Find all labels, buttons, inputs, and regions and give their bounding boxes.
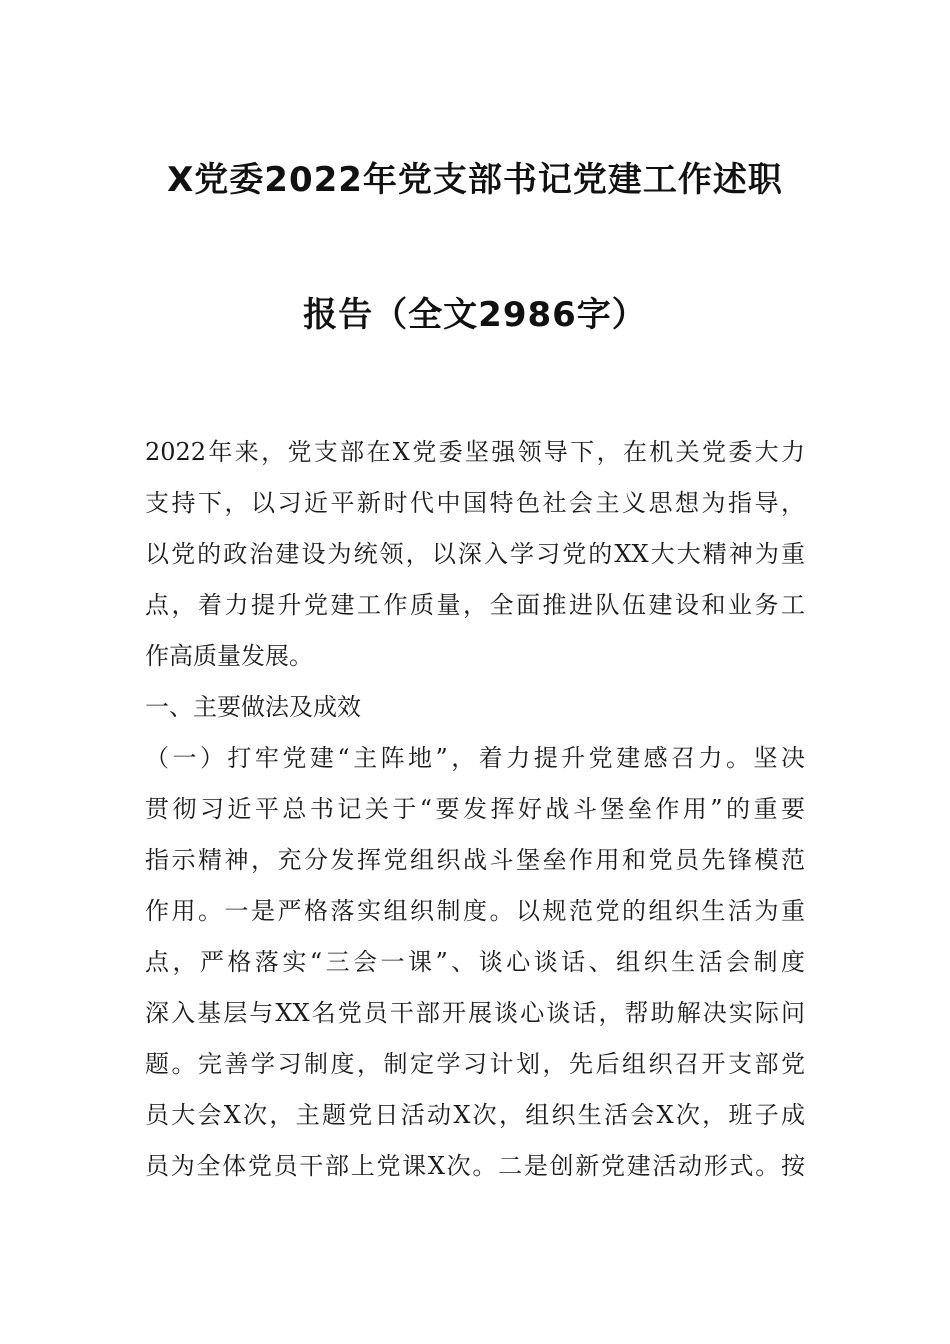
body-line: 题。完善学习制度，制定学习计划，先后组织召开支部党 xyxy=(145,1050,805,1078)
section-heading: 一、主要做法及成效 xyxy=(145,693,361,721)
body-line: 深入基层与XX名党员干部开展谈心谈话，帮助解决实际问 xyxy=(145,999,805,1027)
body-line: （一）打牢党建“主阵地”，着力提升党建感召力。坚决 xyxy=(145,744,805,772)
body-line: 员为全体党员干部上党课X次。二是创新党建活动形式。按 xyxy=(145,1152,805,1180)
body-line: 点，着力提升党建工作质量，全面推进队伍建设和业务工 xyxy=(145,591,805,619)
body-line: 贯彻习近平总书记关于“要发挥好战斗堡垒作用”的重要 xyxy=(145,795,805,823)
body-line: 作用。一是严格落实组织制度。以规范党的组织生活为重 xyxy=(145,897,805,925)
body-line: 2022年来，党支部在X党委坚强领导下，在机关党委大力 xyxy=(145,438,805,466)
body-line: 员大会X次，主题党日活动X次，组织生活会X次，班子成 xyxy=(145,1101,805,1129)
body-line: 支持下，以习近平新时代中国特色社会主义思想为指导， xyxy=(145,489,805,517)
body-line: 作高质量发展。 xyxy=(145,642,313,670)
document-title-line-1: X党委2022年党支部书记党建工作述职 xyxy=(167,160,783,200)
document-title-line-2: 报告（全文2986字） xyxy=(303,295,647,335)
body-line: 指示精神，充分发挥党组织战斗堡垒作用和党员先锋模范 xyxy=(145,846,805,874)
body-line: 以党的政治建设为统领，以深入学习党的XX大大精神为重 xyxy=(145,540,805,568)
body-line: 点，严格落实“三会一课”、谈心谈话、组织生活会制度 xyxy=(145,948,805,976)
document-body xyxy=(145,433,805,1198)
